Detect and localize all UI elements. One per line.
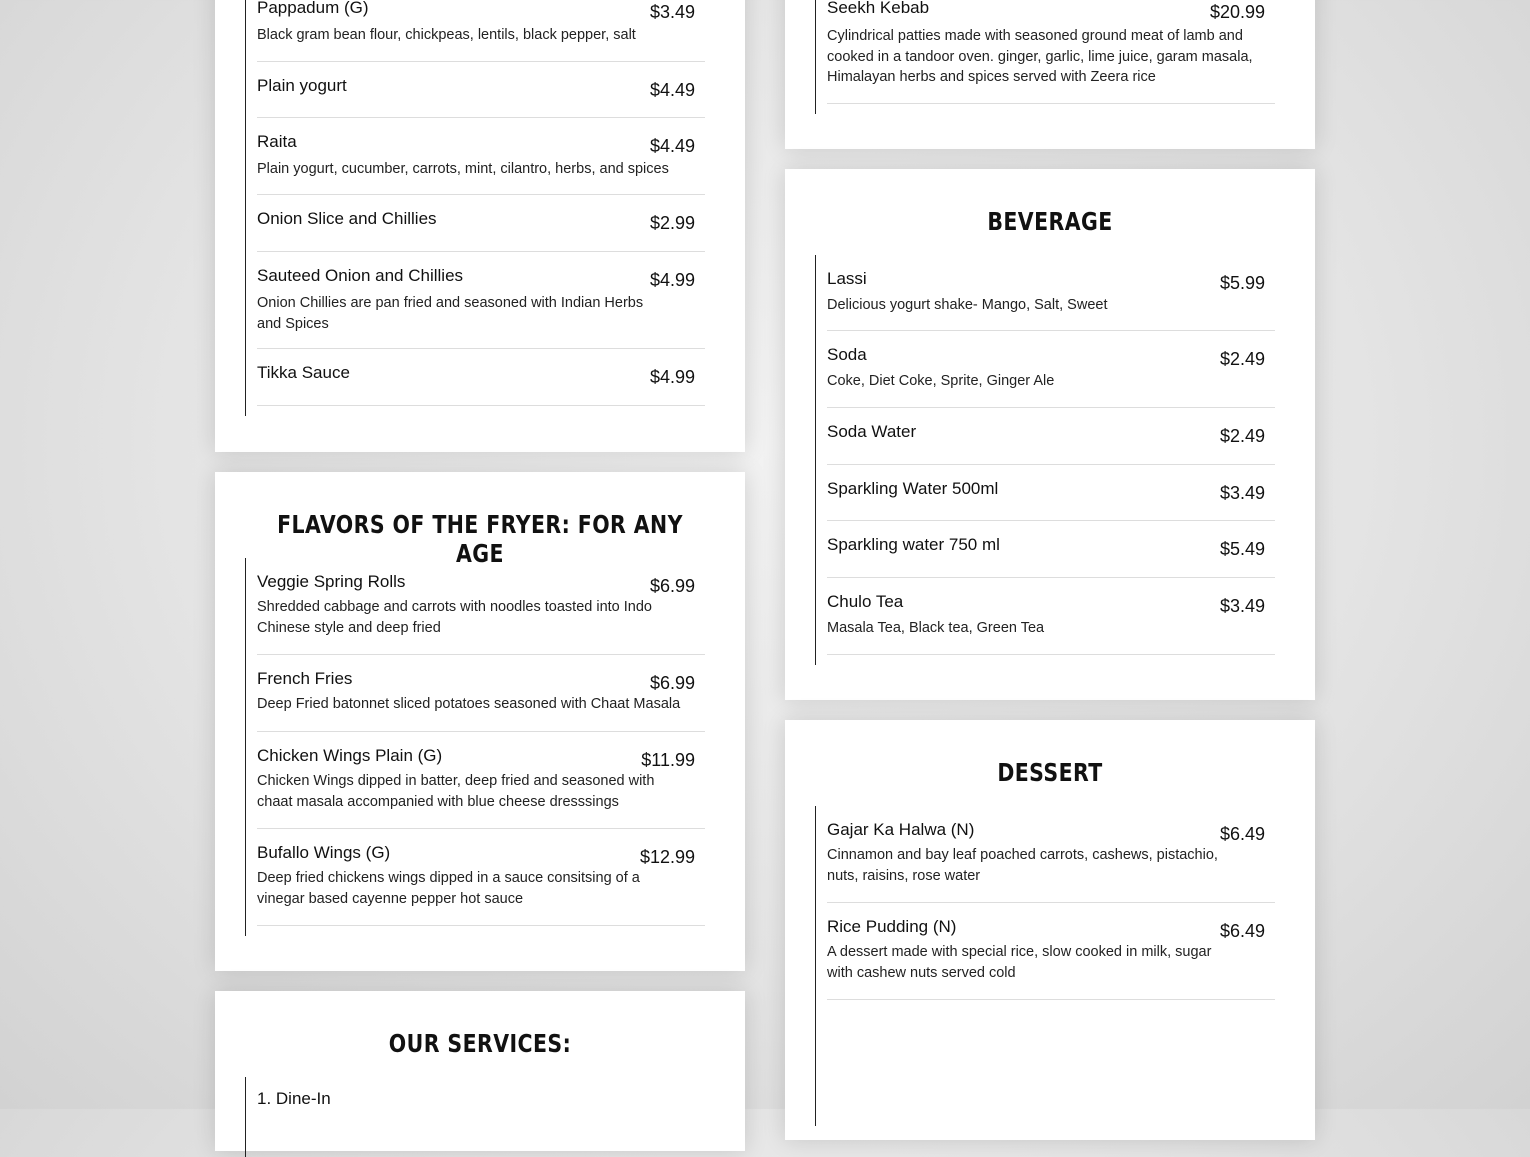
item-description: Chicken Wings dipped in batter, deep fried and seasoned with chaat masala accompanied with blue cheese dresssings <box>257 773 655 810</box>
section-title: FLAVORS OF THE FRYER: FOR ANY AGE <box>277 510 683 568</box>
item-description: Plain yogurt, cucumber, carrots, mint, cilantro, herbs, and spices <box>257 161 669 177</box>
item-description: Cinnamon and bay leaf poached carrots, cashews, pistachio, nuts, raisins, rose water <box>827 847 1218 884</box>
item-name: Soda Water <box>827 422 917 441</box>
item-description: Shredded cabbage and carrots with noodles toasted into Indo Chinese style and deep fried <box>257 599 652 636</box>
item-price: $4.49 <box>649 80 695 100</box>
menu-item-chulo-tea <box>827 578 1275 655</box>
item-price: $5.49 <box>1219 539 1265 559</box>
item-name: Bufallo Wings (G) <box>257 843 391 862</box>
dessert-menu-card <box>785 720 1315 1140</box>
item-name: Raita <box>257 132 297 151</box>
item-price: $6.99 <box>649 673 695 693</box>
menu-item-soda <box>827 331 1275 408</box>
item-price: $3.49 <box>1219 596 1265 616</box>
section-title: DESSERT <box>997 758 1103 787</box>
menu-item-plain-yogurt <box>257 62 705 118</box>
menu-item-french-fries <box>257 655 705 732</box>
menu-item-chicken-wings <box>257 732 705 829</box>
services-card <box>215 991 745 1151</box>
item-name: Veggie Spring Rolls <box>257 572 406 591</box>
menu-item-lassi <box>827 255 1275 331</box>
item-price: $12.99 <box>639 847 695 867</box>
menu-item-tikka-sauce <box>257 349 705 406</box>
item-description: Delicious yogurt shake- Mango, Salt, Sweet <box>827 297 1108 313</box>
section-title: OUR SERVICES: <box>388 1029 572 1058</box>
item-name: Chulo Tea <box>827 592 904 611</box>
item-name: Plain yogurt <box>257 76 347 95</box>
item-name: Sparkling water 750 ml <box>827 535 1000 554</box>
kebab-menu-card <box>785 0 1315 149</box>
item-price: $2.99 <box>649 213 695 233</box>
item-name: Soda <box>827 345 867 364</box>
menu-item-raita <box>257 118 705 195</box>
item-price: $3.49 <box>649 2 695 22</box>
menu-item-gajar-ka-halwa <box>827 806 1275 903</box>
menu-item-sparkling-500 <box>827 465 1275 521</box>
item-description: Black gram bean flour, chickpeas, lentils, black pepper, salt <box>257 27 636 43</box>
service-name: 1. Dine-In <box>257 1089 331 1108</box>
menu-item-veggie-spring-rolls <box>257 558 705 655</box>
item-description: Deep fried chickens wings dipped in a sauce consitsing of a vinegar based cayenne pepper hot sauce <box>257 870 640 907</box>
item-price: $5.99 <box>1219 273 1265 293</box>
menu-item-sauteed-onion <box>257 252 705 349</box>
item-description: Cylindrical patties made with seasoned ground meat of lamb and cooked in a tandoor oven. ginger, garlic, lime juice, garam masala, Himalayan herbs and spices served with Zeera rice <box>827 28 1253 85</box>
beverage-item-list <box>815 255 1275 665</box>
menu-item-onion-slice <box>257 195 705 252</box>
menu-item-pappadum <box>257 0 705 62</box>
item-price: $2.49 <box>1219 349 1265 369</box>
item-name: Tikka Sauce <box>257 363 350 382</box>
services-item-list <box>245 1077 705 1157</box>
sides-menu-card <box>215 0 745 452</box>
beverage-menu-card <box>785 169 1315 700</box>
fryer-menu-card <box>215 472 745 971</box>
item-name: Chicken Wings Plain (G) <box>257 746 443 765</box>
item-price: $4.49 <box>649 136 695 156</box>
sides-item-list <box>245 0 705 416</box>
item-description: Deep Fried batonnet sliced potatoes seasoned with Chaat Masala <box>257 696 681 712</box>
menu-item-rice-pudding <box>827 903 1275 1000</box>
item-price: $6.99 <box>649 576 695 596</box>
item-price: $6.49 <box>1219 824 1265 844</box>
menu-item-buffalo-wings <box>257 829 705 926</box>
menu-item-soda-water <box>827 408 1275 465</box>
item-name: Pappadum (G) <box>257 0 369 17</box>
item-name: Rice Pudding (N) <box>827 917 957 936</box>
item-name: Seekh Kebab <box>827 0 930 17</box>
item-price: $20.99 <box>1209 2 1265 22</box>
item-description: Onion Chillies are pan fried and seasoned with Indian Herbs and Spices <box>257 295 644 332</box>
item-name: Sparkling Water 500ml <box>827 479 999 498</box>
item-price: $3.49 <box>1219 483 1265 503</box>
service-item-dine-in <box>257 1077 705 1137</box>
item-price: $4.99 <box>649 367 695 387</box>
menu-item-sparkling-750 <box>827 521 1275 578</box>
item-name: French Fries <box>257 669 353 688</box>
item-description: Masala Tea, Black tea, Green Tea <box>827 620 1045 636</box>
item-description: A dessert made with special rice, slow cooked in milk, sugar with cashew nuts served cold <box>827 944 1212 981</box>
menu-item-seekh-kebab <box>827 0 1275 104</box>
item-price: $2.49 <box>1219 426 1265 446</box>
item-description: Coke, Diet Coke, Sprite, Ginger Ale <box>827 373 1055 389</box>
kebab-item-list <box>815 0 1275 114</box>
item-name: Sauteed Onion and Chillies <box>257 266 464 285</box>
item-price: $6.49 <box>1219 921 1265 941</box>
fryer-item-list <box>245 558 705 936</box>
dessert-item-list <box>815 806 1275 1126</box>
item-price: $4.99 <box>649 270 695 290</box>
item-name: Lassi <box>827 269 867 288</box>
item-name: Onion Slice and Chillies <box>257 209 437 228</box>
item-price: $11.99 <box>641 750 695 770</box>
item-name: Gajar Ka Halwa (N) <box>827 820 975 839</box>
section-title: BEVERAGE <box>987 207 1113 236</box>
